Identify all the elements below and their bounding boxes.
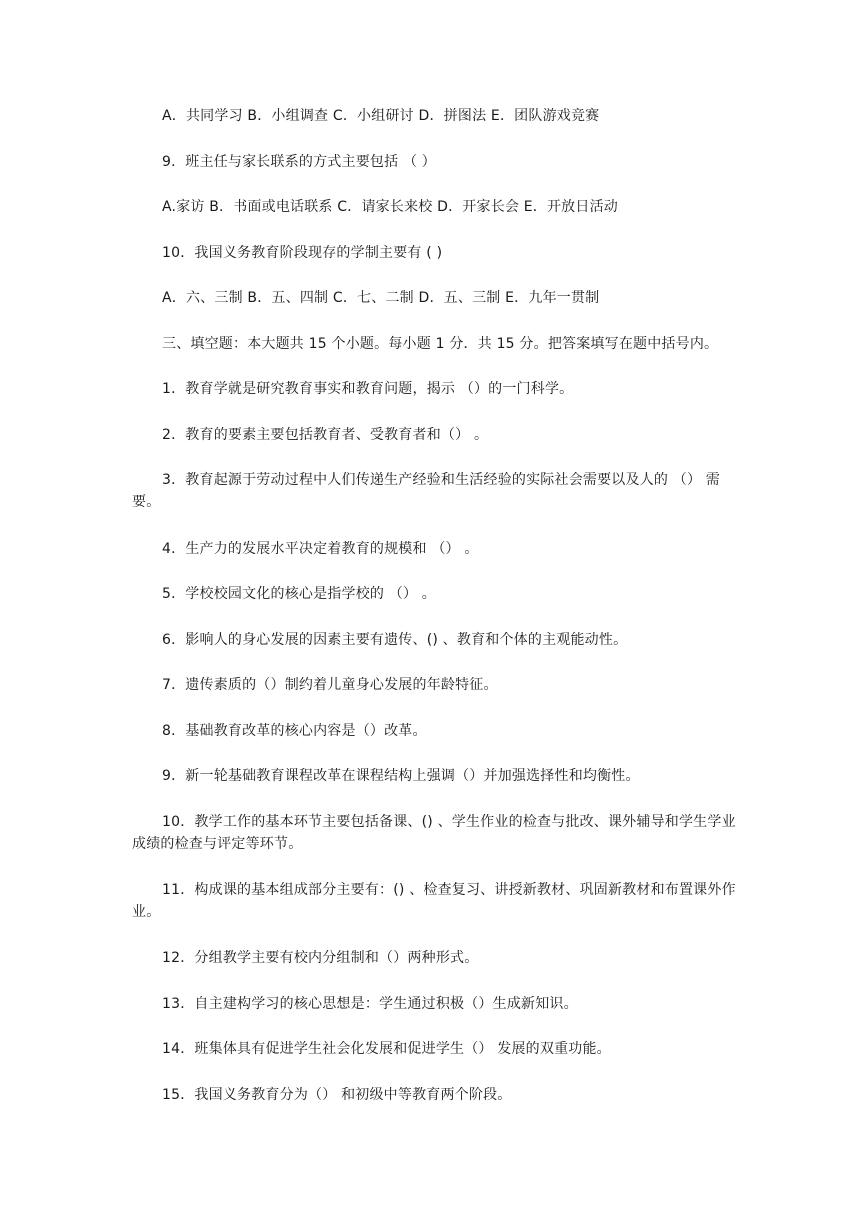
fill-blank-5: 5．学校校园文化的核心是指学校的 （） 。 xyxy=(162,586,437,602)
question-9-options: A.家访 B．书面或电话联系 C．请家长来校 D．开家长会 E．开放日活动 xyxy=(162,199,618,215)
fill-blank-12: 12．分组教学主要有校内分组制和（）两种形式。 xyxy=(162,950,479,966)
fill-blank-15: 15．我国义务教育分为（） 和初级中等教育两个阶段。 xyxy=(162,1087,512,1103)
section-three-heading: 三、填空题：本大题共 15 个小题。每小题 1 分．共 15 分。把答案填写在题中括号内。 xyxy=(162,336,719,352)
fill-blank-3: 3．教育起源于劳动过程中人们传递生产经验和生活经验的实际社会需要以及人的 （） 需要。 xyxy=(132,472,721,510)
fill-blank-10: 10．教学工作的基本环节主要包括备课、() 、学生作业的检查与批改、课外辅导和学生学业成绩的检查与评定等环节。 xyxy=(132,814,736,852)
fill-blank-11: 11．构成课的基本组成部分主要有：() 、检查复习、讲授新教材、巩固新教材和布置课外作业。 xyxy=(132,882,736,920)
question-10-options: A．六、三制 B．五、四制 C．七、二制 D．五、三制 E．九年一贯制 xyxy=(162,290,600,306)
fill-blank-9: 9．新一轮基础教育课程改革在课程结构上强调（）并加强选择性和均衡性。 xyxy=(162,768,640,784)
fill-blank-13: 13．自主建构学习的核心思想是：学生通过积极（）生成新知识。 xyxy=(162,996,578,1012)
question-9-text: 9．班主任与家长联系的方式主要包括 （ ） xyxy=(162,154,437,170)
question-10-text: 10．我国义务教育阶段现存的学制主要有 ( ) xyxy=(162,245,443,261)
fill-blank-2: 2．教育的要素主要包括教育者、受教育者和（） 。 xyxy=(162,427,489,443)
fill-blank-1: 1．教育学就是研究教育事实和教育问题，揭示 （）的一门科学。 xyxy=(162,381,574,397)
fill-blank-14: 14．班集体具有促进学生社会化发展和促进学生（） 发展的双重功能。 xyxy=(162,1041,611,1057)
question-8-options: A．共同学习 B．小组调查 C．小组研讨 D．拼图法 E．团队游戏竞赛 xyxy=(162,108,600,124)
fill-blank-4: 4．生产力的发展水平决定着教育的规模和 （） 。 xyxy=(162,541,479,557)
fill-blank-8: 8．基础教育改革的核心内容是（）改革。 xyxy=(162,723,427,739)
fill-blank-7: 7．遗传素质的（）制约着儿童身心发展的年龄特征。 xyxy=(162,677,498,693)
fill-blank-6: 6．影响人的身心发展的因素主要有遗传、() 、教育和个体的主观能动性。 xyxy=(162,632,628,648)
